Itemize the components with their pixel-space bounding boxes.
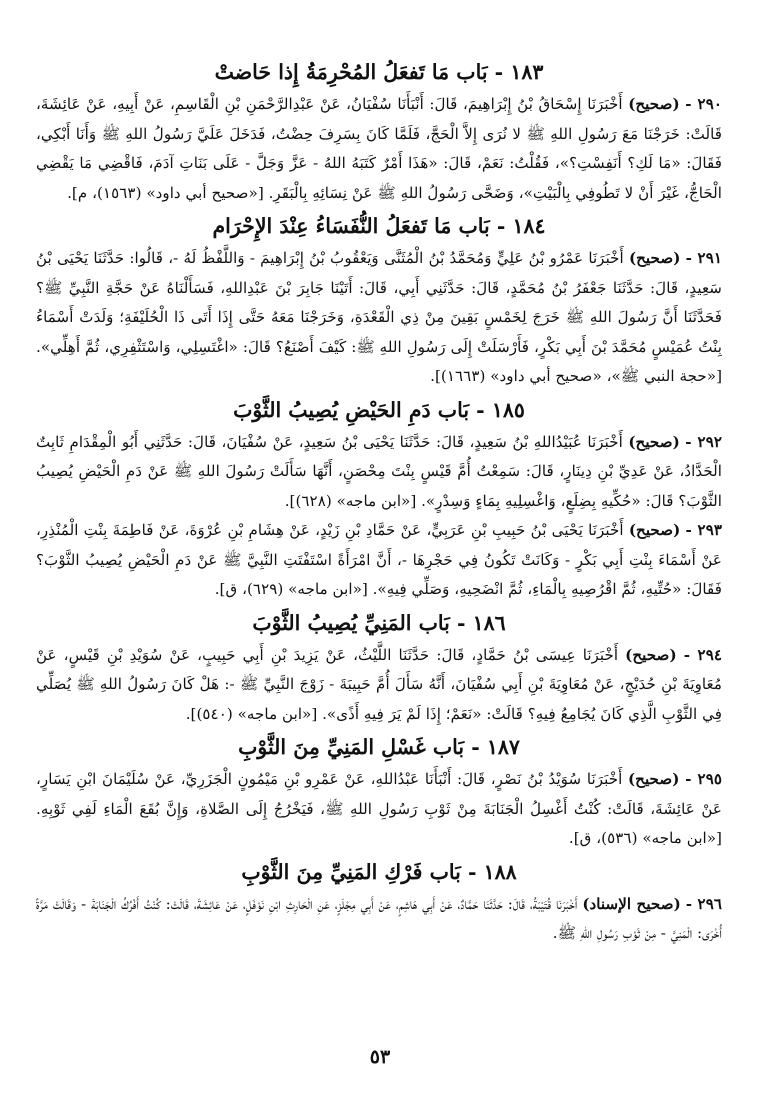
hadith-paragraph [36,428,722,517]
hadith-paragraph [36,765,722,854]
hadith-grade: (صحيح) [627,770,680,788]
hadith-text: أَخْبَرَنَا يَحْيَى بْنُ حَبِيبِ بْنِ عَرَبِيٍّ، عَنْ حَمَّادِ بْنِ زَيْدٍ، عَنْ هِشَامِ بْنِ عُرْوَةَ، عَنْ فَاطِمَةَ بِنْتِ الْمُنْذِرِ، عَنْ أَسْمَاءَ بِنْتِ أَبِي بَكْرٍ - وَكَانَتْ تَكُونُ فِي حَجْرِهَا -، أَنَّ امْرَأَةً اسْتَفْتَتِ النَّبِيَّ ﷺ عَنْ دَمِ الْحَيْضِ يُصِيبُ الثَّوْبَ؟ فَقَالَ: «حُتِّيهِ، ثُمَّ اقْرُصِيهِ بِالْمَاءِ، ثُمَّ انْضَحِيهِ، وَصَلِّي فِيهِ». [«ابن ماجه» (٦٢٩)، ق]. [36,521,722,598]
hadith-paragraph [36,890,722,949]
hadith-grade: (صحيح) [628,249,681,267]
hadith-grade: (صحيح) [628,521,681,539]
hadith-text: أَخْبَرَنَا إِسْحَاقُ بْنُ إِبْرَاهِيمَ، قَالَ: أَنْبَأَنَا سُفْيَانُ، عَنْ عَبْدِالرَّحْمَنِ بْنِ الْقَاسِمِ، عَنْ أَبِيهِ، عَنْ عَائِشَةَ، قَالَتْ: خَرَجْنَا مَعَ رَسُولِ اللهِ ﷺ لا نُرَى إِلاَّ الْحَجَّ، فَلَمَّا كَانَ بِسَرِفَ حِضْتُ، فَدَخَلَ عَلَيَّ رَسُولُ اللهِ ﷺ وَأَنَا أَبْكِي، فَقَالَ: «مَا لَكِ؟ أَنَفِسْتِ؟»، فَقُلْتُ: نَعَمْ، قَالَ: «هَذَا أَمْرٌ كَتَبَهُ اللهُ - عَزَّ وَجَلَّ - عَلَى بَنَاتِ آدَمَ، فَاقْضِي مَا يَقْضِي الْحَاجُّ، غَيْرَ أَنْ لا تَطُوفِي بِالْبَيْتِ»، وَضَحَّى رَسُولُ اللهِ ﷺ عَنْ نِسَائِهِ بِالْبَقَرِ. [«صحيح أبي داود» (١٥٦٣)، م]. [36,95,722,202]
hadith-paragraph [36,641,722,730]
chapter-heading: ١٨٣ - بَاب مَا تَفعَلُ المُحْرِمَةُ إِذا حَاضتْ [214,60,544,84]
hadith-number: ٢٩٢ - [685,432,723,451]
hadith-number: ٢٩٠ - [685,95,723,113]
hadith-text: أَخْبَرَنَا سُوَيْدُ بْنُ نَصْرٍ، قَالَ: أَنْبَأَنَا عَبْدُاللهِ، عَنْ عَمْرِو بْنِ مَيْمُونٍ الْجَزَرِيِّ، عَنْ سُلَيْمَانَ ابْنِ يَسَارٍ، عَنْ عَائِشَةَ، قَالَتْ: كُنْتُ أَغْسِلُ الْجَنَابَةَ مِنْ ثَوْبِ رَسُولِ اللهِ ﷺ، فَيَخْرُجُ إِلَى الصَّلاةِ، وَإِنَّ بُقَعَ الْمَاءِ لَفِي ثَوْبِهِ. [«ابن ماجه» (٥٣٦)، ق]. [36,770,722,847]
chapter-heading: ١٨٦ - بَاب المَنِيِّ يُصِيبُ الثَّوْبَ [252,610,506,635]
hadith-text: أَخْبَرَنَا عَمْرُو بْنُ عَلِيٍّ وَمُحَمَّدُ بْنُ الْمُثَنَّى وَيَعْقُوبُ بْنُ إِبْرَاهِيمَ - وَاللَّفْظُ لَهُ -، قَالُوا: حَدَّثَنَا يَحْيَى بْنُ سَعِيدٍ، قَالَ: حَدَّثَنَا جَعْفَرُ بْنُ مُحَمَّدٍ، قَالَ: حَدَّثَنِي أَبِي، قَالَ: أَتَيْنَا جَابِرَ بْنَ عَبْدِاللهِ، فَسَأَلْنَاهُ عَنْ حَجَّةِ النَّبِيِّ ﷺ؟ فَحَدَّثَنَا أَنَّ رَسُولَ اللهِ ﷺ خَرَجَ لِخَمْسٍ بَقِينَ مِنْ ذِي الْقَعْدَةِ، وَخَرَجْنَا مَعَهُ حَتَّى إِذَا أَتَى ذَا الْحُلَيْفَةِ؛ وَلَدَتْ أَسْمَاءُ بِنْتُ عُمَيْسٍ مُحَمَّدَ بْنَ أَبِي بَكْرٍ، فَأَرْسَلَتْ إِلَى رَسُولِ اللهِ ﷺ: كَيْفَ أَصْنَعُ؟ قَالَ: «اغْتَسِلِي، وَاسْتَثْفِرِي، ثُمَّ أَهِلِّي». [«حجة النبي ﷺ»، «صحيح أبي داود» (١٦٦٣)]. [36,249,722,385]
hadith-grade: (صحيح) [628,432,680,451]
chapter-heading: ١٨٤ - بَاب مَا تَفعَلُ النُّفَسَاءُ عِنْدَ الإِحْرَام [212,214,546,238]
hadith-grade: (صحيح الإسناد) [582,894,681,913]
hadith-text: أَخْبَرَنَا قُتَيْبَةُ، قَالَ: حَدَّثَنَا حَمَّادٌ، عَنْ أَبِي هَاشِمٍ، عَنْ أَبِي مِجْلَزٍ، عَنِ الْحَارِثِ ابْنِ نَوْفَلٍ، عَنْ عَائِشَةَ، قَالَتْ: كُنْتُ أَفْرُكُ الْجَنَابَةَ - وَقَالَتْ مَرَّةً أُخْرَى: الْمَنِيَّ - مِنْ ثَوْبِ رَسُولِ اللهِ ﷺ. [36,894,722,942]
hadith-number: ٢٩٥ - [685,770,723,788]
hadith-paragraph [36,90,722,208]
chapter-heading: ١٨٨ - بَاب فَرْكِ المَنِيِّ مِنَ الثَّوْبِ [241,859,517,884]
hadith-number: ٢٩١ - [685,249,723,267]
hadith-number: ٢٩٣ - [685,521,723,539]
hadith-number: ٢٩٤ - [683,645,723,664]
hadith-paragraph [36,244,722,392]
hadith-grade: (صحيح) [628,95,680,113]
hadith-paragraph [36,516,722,605]
chapter-heading: ١٨٥ - بَاب دَمِ الحَيْضِ يُصِيبُ الثَّوْبَ [233,397,525,422]
page-number: ٥٣ [369,1046,391,1068]
hadith-grade: (صحيح) [625,645,677,664]
chapter-heading: ١٨٧ - بَاب غَسْلِ المَنِيِّ مِنَ الثَّوْبِ [238,735,520,759]
hadith-number: ٢٩٦ - [685,894,723,913]
hadith-text: أَخْبَرَنَا عِيسَى بْنُ حَمَّادٍ، قَالَ: حَدَّثَنَا اللَّيْثُ، عَنْ يَزِيدَ بْنِ أَبِي حَبِيبٍ، عَنْ سُوَيْدِ بْنِ قَيْسٍ، عَنْ مُعَاوِيَةَ بْنِ حُدَيْجٍ، عَنْ مُعَاوِيَةَ بْنِ أَبِي سُفْيَانَ، أَنَّهُ سَأَلَ أُمَّ حَبِيبَةَ - زَوْجَ النَّبِيِّ ﷺ -: هَلْ كَانَ رَسُولُ اللهِ ﷺ يُصَلِّي فِي الثَّوْبِ الَّذِي كَانَ يُجَامِعُ فِيهِ؟ قَالَتْ: «نَعَمْ؛ إِذَا لَمْ يَرَ فِيهِ أَذًى». [«ابن ماجه» (٥٤٠)]. [36,645,722,723]
hadith-text: أَخْبَرَنَا عُبَيْدُاللهِ بْنُ سَعِيدٍ، قَالَ: حَدَّثَنَا يَحْيَى بْنُ سَعِيدٍ، عَنْ سُفْيَانَ، قَالَ: حَدَّثَنِي أَبُو الْمِقْدَامِ ثَابِتٌ الْحَدَّادُ، عَنْ عَدِيِّ بْنِ دِينَارٍ، قَالَ: سَمِعْتُ أُمَّ قَيْسٍ بِنْتَ مِحْصَنٍ، أَنَّهَا سَأَلَتْ رَسُولَ اللهِ ﷺ عَنْ دَمِ الْحَيْضِ يُصِيبُ الثَّوْبَ؟ قَالَ: «حُكِّيهِ بِضِلَعٍ، وَاغْسِلِيهِ بِمَاءٍ وَسِدْرٍ». [«ابن ماجه» (٦٢٨)]. [36,432,722,510]
